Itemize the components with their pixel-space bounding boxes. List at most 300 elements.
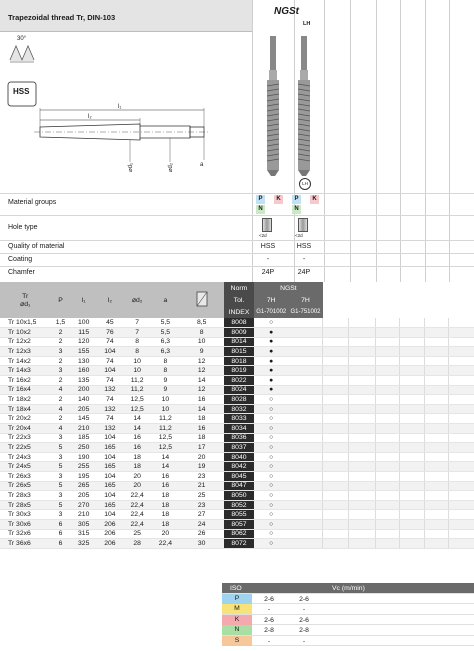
l1-cell: 140 [71,395,97,405]
availability-cell [288,472,322,482]
l1-cell: 190 [71,452,97,462]
d2-cell: 20 [123,481,151,491]
table-row [0,414,474,424]
empty-cell [399,424,424,434]
l1-cell: 205 [71,404,97,414]
d2-cell: 7 [123,328,151,338]
availability-cell [288,452,322,462]
pitch-cell: 3 [50,452,70,462]
pitch-cell: 3 [50,472,70,482]
empty-cell [375,462,399,472]
empty-cell [399,376,424,386]
d2-cell: 8 [123,337,151,347]
index-cell: 8014 [224,337,254,347]
tr-sub-label: ⌀d₁ [20,300,31,308]
l2-cell: 74 [97,356,123,366]
empty-cell [449,414,474,424]
index-cell: 8032 [224,404,254,414]
through-hole-icon [298,218,308,232]
availability-cell: ○ [254,433,288,443]
pitch-cell: 2 [50,414,70,424]
a-cell: 14 [151,452,179,462]
empty-cell [323,491,349,501]
iso-material-chip: M [222,604,252,614]
material-chip-p: P [256,195,265,204]
empty-cell [425,452,449,462]
d2-cell: 12,5 [123,404,151,414]
iso-material-chip: P [222,594,252,604]
availability-cell [288,500,322,510]
availability-cell: ○ [254,491,288,501]
iso-speed-value: - [267,606,271,613]
availability-cell [288,366,322,376]
empty-cell [449,462,474,472]
empty-cell [349,529,375,539]
index-cell: 8057 [224,519,254,529]
empty-cell [449,481,474,491]
index-label: INDEX [224,306,254,318]
l2-cell: 132 [97,404,123,414]
empty-cell [349,491,375,501]
iso-header [222,583,474,594]
square-cell: 10 [179,337,223,347]
dim-l1-label: l₁ [118,104,122,110]
size-cell: Tr 16x4 [0,385,50,395]
dim-a-label: a [200,162,204,168]
l2-cell: 74 [97,376,123,386]
size-cell: Tr 10x2 [0,328,50,338]
size-cell: Tr 22x5 [0,443,50,453]
a-cell: 18 [151,519,179,529]
tap-technical-drawing [0,32,252,190]
empty-cell [349,347,375,357]
empty-cell [349,414,375,424]
empty-cell [399,472,424,482]
pitch-cell: 2 [50,328,70,338]
index-cell: 8045 [224,472,254,482]
l2-cell: 206 [97,529,123,539]
d2-cell: 12,5 [123,395,151,405]
availability-cell [288,404,322,414]
availability-cell: ○ [254,539,288,549]
l2-cell: 132 [97,385,123,395]
empty-cell [399,356,424,366]
l1-cell: 145 [71,414,97,424]
iso-label: ISO [230,585,242,592]
empty-cell [375,328,399,338]
empty-cell [449,539,474,549]
iso-material-chip: S [222,636,252,646]
square-drive-icon [194,290,210,308]
empty-cell [323,366,349,376]
d2-cell: 11,2 [123,376,151,386]
empty-cell [399,491,424,501]
d2-cell: 18 [123,452,151,462]
iso-speed-value: 2-8 [299,627,309,634]
size-cell: Tr 14x3 [0,366,50,376]
l2-cell: 104 [97,491,123,501]
tol-value-1: 7H [254,294,288,306]
l2-cell: 104 [97,510,123,520]
square-cell: 14 [179,404,223,414]
empty-cell [375,519,399,529]
empty-cell [349,462,375,472]
attr-value: - [266,256,270,263]
square-cell: 14 [179,376,223,386]
col-header-a: a [151,282,179,318]
empty-cell [349,472,375,482]
index-cell: 8034 [224,424,254,434]
empty-cell [375,472,399,482]
col-header-square-icon [179,282,223,318]
empty-cell [323,462,349,472]
empty-cell [349,404,375,414]
l1-cell: 255 [71,462,97,472]
square-cell: 16 [179,395,223,405]
availability-cell: ○ [254,395,288,405]
index-cell: 8019 [224,366,254,376]
l1-cell: 250 [71,443,97,453]
empty-cell [425,433,449,443]
availability-cell [288,491,322,501]
material-chip-p: P [292,195,301,204]
table-row [0,328,474,338]
table-row [0,376,474,386]
availability-cell: ○ [254,481,288,491]
availability-cell: ○ [254,452,288,462]
empty-cell [449,376,474,386]
size-cell: Tr 18x4 [0,404,50,414]
square-cell: 23 [179,500,223,510]
empty-cell [349,385,375,395]
a-cell: 11,2 [151,424,179,434]
empty-cell [399,414,424,424]
empty-cell [375,318,399,328]
empty-cell [323,481,349,491]
availability-cell: ○ [254,462,288,472]
empty-cell [375,404,399,414]
table-row [0,529,474,539]
square-cell: 21 [179,481,223,491]
brand-header [252,0,474,32]
empty-cell [399,337,424,347]
index-cell: 8028 [224,395,254,405]
tap-photo-lh [290,36,318,178]
attr-value: HSS [296,243,312,250]
attr-row-material-groups [0,193,474,215]
empty-cell [323,318,349,328]
empty-cell [375,443,399,453]
pitch-cell: 3 [50,347,70,357]
index-cell: 8018 [224,356,254,366]
empty-cell [425,500,449,510]
empty-cell [323,443,349,453]
empty-cell [399,539,424,549]
attr-value: - [302,256,306,263]
empty-cell [449,452,474,462]
l2-cell: 104 [97,347,123,357]
a-cell: 5,5 [151,328,179,338]
square-cell: 20 [179,452,223,462]
empty-cell [375,385,399,395]
l1-cell: 315 [71,529,97,539]
square-cell: 16 [179,424,223,434]
availability-cell: ○ [254,519,288,529]
index-cell: 8024 [224,385,254,395]
l1-cell: 205 [71,491,97,501]
availability-cell [288,529,322,539]
empty-cell [399,347,424,357]
empty-cell [323,452,349,462]
table-row [0,337,474,347]
availability-cell [288,481,322,491]
empty-cell [425,539,449,549]
empty-cell [425,462,449,472]
empty-cell [425,385,449,395]
iso-speed-value: 2-6 [299,595,309,603]
index-cell: 8008 [224,318,254,328]
empty-cell [425,472,449,482]
empty-cell [349,452,375,462]
l2-cell: 74 [97,414,123,424]
dim-l2-label: l₂ [88,114,92,120]
empty-cell [323,510,349,520]
empty-cell [399,462,424,472]
material-chip-k: K [274,195,283,204]
table-row [0,366,474,376]
table-row [0,404,474,414]
empty-cell [323,337,349,347]
iso-row [222,636,474,647]
a-cell: 20 [151,529,179,539]
tap-outline-icon [34,108,210,162]
material-chip-n: N [292,205,301,214]
empty-cell [425,366,449,376]
availability-cell [288,356,322,366]
col-header-l2: l₂ [97,282,123,318]
iso-row [222,615,474,626]
index-cell: 8072 [224,539,254,549]
index-cell: 8009 [224,328,254,338]
empty-cell [349,519,375,529]
availability-cell: ○ [254,404,288,414]
empty-cell [349,510,375,520]
page-title: Trapezoidal thread Tr, DIN-103 [8,13,116,22]
empty-cell [323,472,349,482]
l1-cell: 305 [71,519,97,529]
empty-cell [449,491,474,501]
empty-cell [399,452,424,462]
pitch-cell: 5 [50,462,70,472]
a-cell: 6,3 [151,337,179,347]
l1-cell: 195 [71,472,97,482]
l2-cell: 104 [97,452,123,462]
index-cell: 8055 [224,510,254,520]
empty-header [323,294,474,306]
pitch-cell: 4 [50,424,70,434]
empty-cell [425,395,449,405]
hole-caption: <2d [259,233,267,238]
empty-cell [349,443,375,453]
empty-cell [399,500,424,510]
l1-cell: 185 [71,433,97,443]
empty-cell [375,433,399,443]
square-cell: 27 [179,510,223,520]
availability-cell [288,433,322,443]
d2-cell: 28 [123,539,151,549]
lh-rotation-icon [299,178,311,190]
a-cell: 18 [151,500,179,510]
availability-cell [288,424,322,434]
iso-speed-value: - [302,606,306,613]
attr-row-quality [0,240,474,253]
empty-cell [425,510,449,520]
norm-value: NGSt [254,282,323,294]
empty-cell [399,510,424,520]
square-cell: 9 [179,347,223,357]
availability-cell: ○ [254,529,288,539]
table-row [0,395,474,405]
empty-cell [449,404,474,414]
iso-speed-value: 2-8 [264,627,274,634]
brand-logo: NGSt [274,6,299,17]
tap-photo-rh [259,36,287,178]
table-row [0,491,474,501]
index-cell: 8050 [224,491,254,501]
empty-cell [323,404,349,414]
empty-cell [375,366,399,376]
empty-cell [323,395,349,405]
empty-cell [425,424,449,434]
availability-cell: ● [254,328,288,338]
empty-cell [425,491,449,501]
size-cell: Tr 20x4 [0,424,50,434]
pitch-cell: 1,5 [50,318,70,328]
empty-cell [323,424,349,434]
d2-cell: 18 [123,462,151,472]
l1-cell: 200 [71,385,97,395]
table-row [0,318,474,328]
iso-row [222,625,474,636]
availability-cell: ● [254,385,288,395]
empty-cell [449,424,474,434]
pitch-cell: 6 [50,519,70,529]
size-cell: Tr 22x3 [0,433,50,443]
l2-cell: 165 [97,500,123,510]
pitch-cell: 5 [50,500,70,510]
empty-cell [375,510,399,520]
l1-cell: 115 [71,328,97,338]
availability-cell: ○ [254,414,288,424]
empty-cell [323,347,349,357]
empty-cell [425,347,449,357]
thread-size-table [0,282,474,549]
availability-cell [288,318,322,328]
a-cell: 22,4 [151,539,179,549]
empty-cell [349,433,375,443]
a-cell: 14 [151,462,179,472]
material-chip-n: N [256,205,265,214]
empty-header [323,282,474,294]
empty-cell [375,337,399,347]
empty-cell [323,328,349,338]
availability-cell [288,519,322,529]
empty-cell [375,424,399,434]
availability-cell [288,414,322,424]
d2-cell: 16 [123,433,151,443]
table-row [0,356,474,366]
through-hole-icon [262,218,272,232]
index-cell: 8022 [224,376,254,386]
norm-label: Norm [224,282,254,294]
availability-cell: ● [254,376,288,386]
attr-value: HSS [260,243,276,250]
table-row [0,481,474,491]
empty-cell [399,404,424,414]
empty-cell [425,337,449,347]
thread-profile-icon [10,46,34,62]
iso-speed-value: - [302,637,306,645]
empty-cell [425,356,449,366]
product-header-section [0,0,474,282]
empty-cell [449,385,474,395]
empty-cell [323,356,349,366]
d2-cell: 25 [123,529,151,539]
index-cell: 8040 [224,452,254,462]
empty-cell [323,500,349,510]
pitch-cell: 2 [50,395,70,405]
availability-cell: ○ [254,318,288,328]
empty-cell [399,443,424,453]
iso-row [222,594,474,605]
l1-cell: 160 [71,366,97,376]
size-cell: Tr 16x2 [0,376,50,386]
iso-speed-value: 2-6 [264,595,274,603]
l2-cell: 45 [97,318,123,328]
iso-speed-value: - [267,637,271,645]
empty-cell [375,376,399,386]
empty-cell [323,385,349,395]
attr-value: 24P [297,269,311,276]
size-cell: Tr 30x6 [0,519,50,529]
table-row [0,539,474,549]
size-cell: Tr 20x2 [0,414,50,424]
empty-cell [323,539,349,549]
square-cell: 8 [179,328,223,338]
a-cell: 8 [151,356,179,366]
index-cell: 8036 [224,433,254,443]
size-cell: Tr 26x5 [0,481,50,491]
d2-cell: 8 [123,347,151,357]
iso-material-chip: N [222,625,252,635]
lh-label: LH [303,21,311,27]
square-cell: 17 [179,443,223,453]
l2-cell: 104 [97,366,123,376]
index-cell: 8042 [224,462,254,472]
vc-label: Vc (m/min) [332,585,365,592]
square-cell: 24 [179,519,223,529]
size-cell: Tr 24x3 [0,452,50,462]
a-cell: 11,2 [151,414,179,424]
empty-cell [449,500,474,510]
table-row [0,443,474,453]
availability-cell [288,510,322,520]
empty-cell [425,443,449,453]
table-row [0,510,474,520]
l1-cell: 265 [71,481,97,491]
size-cell: Tr 36x6 [0,539,50,549]
d2-cell: 20 [123,472,151,482]
